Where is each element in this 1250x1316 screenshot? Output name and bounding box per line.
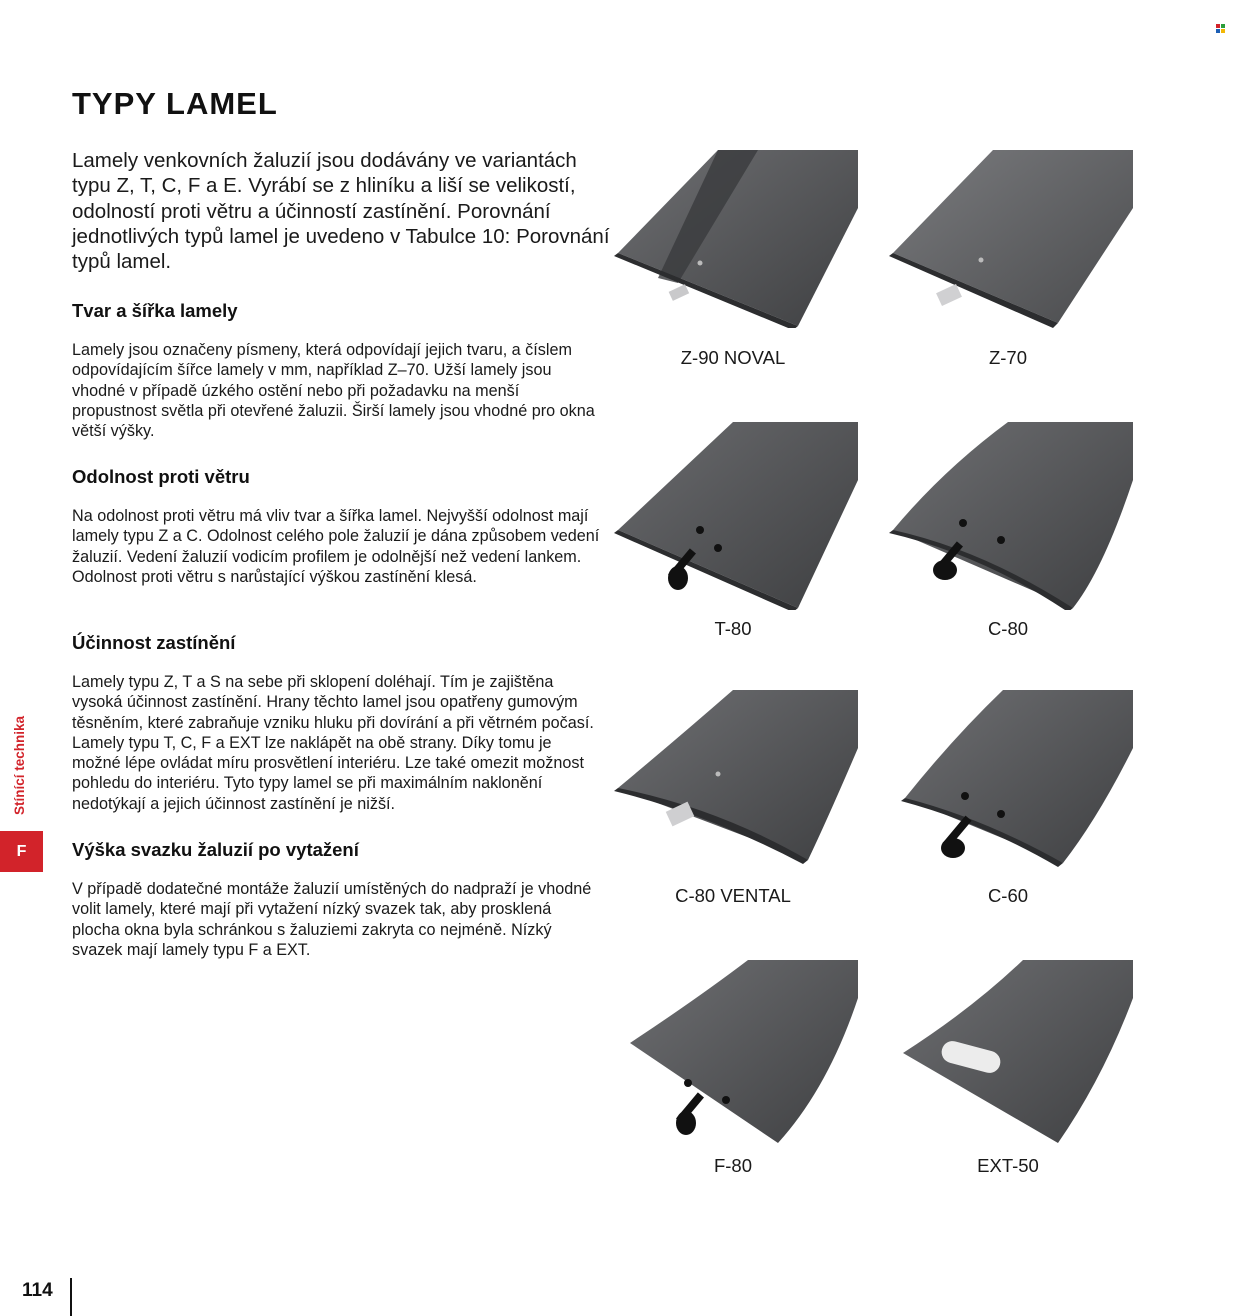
section-body: Lamely typu Z, T a S na sebe při sklopení doléhají. Tím je zajištěna vysoká účinnost zastínění. Hrany těchto lamel jsou opatřeny gumovým těsněním, které zabraňuje vzniku hluku při dovírání a při větrném počasí. Lamely typu T, C, F a EXT lze naklápět na obě strany. Díky tomu je možné lépe ovládat míru prosvětlení interiéru. Lze také omezit možnost pohledu do interiéru. Tyto typy lamel se při maximálním naklonění nedotýkají a jejich účinnost zastínění je nižší.	[72, 673, 594, 813]
page-title: TYPY LAMEL	[72, 86, 278, 121]
section-shape-width	[72, 300, 602, 441]
section-body: Na odolnost proti větru má vliv tvar a šířka lamel. Nejvyšší odolnost mají lamely typu Z a C. Odolnost celého pole žaluzií je dána způsobem vedení žaluzií. Vedení žaluzií vodicím profilem je odolnější než vedení lankem. Odolnost proti větru s narůstající výškou zastínění klesá.	[72, 507, 600, 586]
slat-image-c80	[883, 420, 1133, 600]
slat-label: Z-90 NOVAL	[680, 347, 786, 368]
slat-image-ext50	[883, 958, 1133, 1138]
slat-label: C-80	[987, 618, 1029, 639]
slat-label: Z-70	[988, 347, 1028, 368]
slat-image-z90-noval	[608, 148, 858, 328]
section-wind-resistance	[72, 466, 602, 587]
slat-label: C-60	[987, 885, 1029, 906]
chapter-tab-label: Stínící technika	[12, 715, 27, 815]
section-heading: Odolnost proti větru	[72, 466, 250, 487]
section-shading-efficiency	[72, 632, 602, 814]
brand-logo-icon	[1216, 24, 1226, 34]
slat-label: C-80 VENTAL	[675, 885, 791, 906]
page-number-divider	[70, 1278, 72, 1316]
intro-paragraph: Lamely venkovních žaluzií jsou dodávány ve variantách typu Z, T, C, F a E. Vyrábí se z hliníku a liší se velikostí, odolností proti větru a účinností zastínění. Porovnání jednotlivých typů lamel je uvedeno v Tabulce 10: Porovnání typů lamel.	[72, 149, 610, 274]
section-heading: Tvar a šířka lamely	[72, 300, 238, 321]
slat-image-f80	[608, 958, 858, 1138]
chapter-tab-letter: F	[0, 831, 43, 872]
section-body: V případě dodatečné montáže žaluzií umístěných do nadpraží je vhodné volit lamely, které mají při vytažení nízký svazek tak, aby prosklená plocha okna byla schránkou s žaluziemi zakryta co nejméně. Nízký svazek mají lamely typu F a EXT.	[72, 880, 592, 959]
slat-image-t80	[608, 420, 858, 600]
slat-image-c80-vental	[608, 688, 858, 868]
slat-label: T-80	[714, 618, 752, 639]
slat-label: F-80	[713, 1155, 753, 1176]
section-heading: Výška svazku žaluzií po vytažení	[72, 839, 359, 860]
slat-label: EXT-50	[977, 1155, 1039, 1176]
section-heading: Účinnost zastínění	[72, 632, 236, 653]
slat-image-c60	[883, 688, 1133, 868]
slat-image-z70	[883, 148, 1133, 328]
section-bundle-height	[72, 839, 602, 960]
page-number: 114	[22, 1280, 53, 1301]
section-body: Lamely jsou označeny písmeny, která odpovídají jejich tvaru, a číslem odpovídajícím šířce lamely v mm, například Z–70. Užší lamely jsou vhodné v případě úzkého ostění nebo při požadavku na menší propustnost světla při otevřené žaluzii. Širší lamely jsou vhodné pro okna větší výšky.	[72, 341, 595, 441]
